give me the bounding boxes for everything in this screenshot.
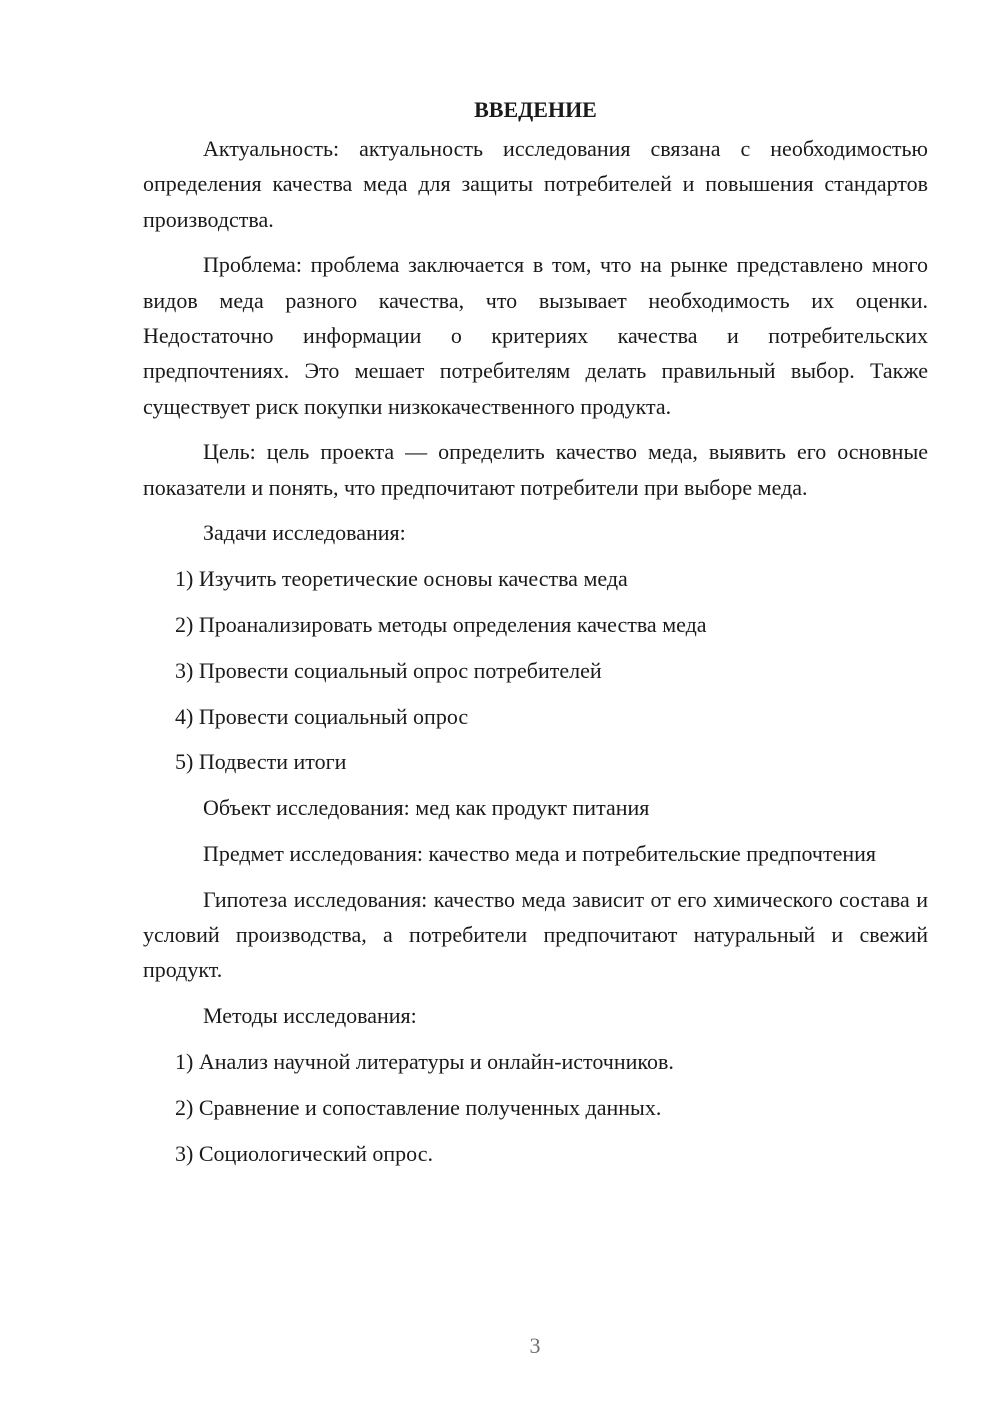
subject-paragraph: Предмет исследования: качество меда и потребительские предпочтения — [203, 841, 877, 867]
section-title: ВВЕДЕНИЕ — [474, 97, 597, 122]
task-item: 3) Провести социальный опрос потребителей — [175, 657, 602, 683]
goal-paragraph: Цель: цель проекта — определить качество меда, выявить его основные показатели и понять, что предпочитают потребители при выборе меда. — [143, 439, 928, 500]
task-item: 5) Подвести итоги — [175, 749, 347, 775]
page-number: 3 — [529, 1333, 541, 1358]
task-item: 2) Проанализировать методы определения качества меда — [175, 612, 707, 638]
relevance-paragraph: Актуальность: актуальность исследования связана с необходимостью определения качества меда для защиты потребителей и повышения стандартов производства. — [143, 136, 928, 232]
methods-heading: Методы исследования: — [203, 1003, 417, 1029]
tasks-heading: Задачи исследования: — [203, 520, 406, 546]
task-item: 4) Провести социальный опрос — [175, 703, 469, 729]
task-item: 1) Изучить теоретические основы качества меда — [175, 566, 628, 592]
method-item: 2) Сравнение и сопоставление полученных данных. — [175, 1094, 662, 1120]
hypothesis-paragraph: Гипотеза исследования: качество меда зависит от его химического состава и условий производства, а потребители предпочитают натуральный и свежий продукт. — [143, 886, 928, 983]
object-paragraph: Объект исследования: мед как продукт питания — [203, 795, 650, 821]
method-item: 3) Социологический опрос. — [175, 1140, 433, 1166]
method-item: 1) Анализ научной литературы и онлайн-источников. — [175, 1049, 674, 1075]
problem-paragraph: Проблема: проблема заключается в том, что на рынке представлено много видов меда разного качества, что вызывает необходимость их оценки. Недостаточно информации о критериях качества и потребительских предпочтениях. Это мешает потребителям делать правильный выбор. Также существует риск покупки низкокачественного продукта. — [143, 252, 928, 419]
page-body — [143, 93, 928, 1181]
